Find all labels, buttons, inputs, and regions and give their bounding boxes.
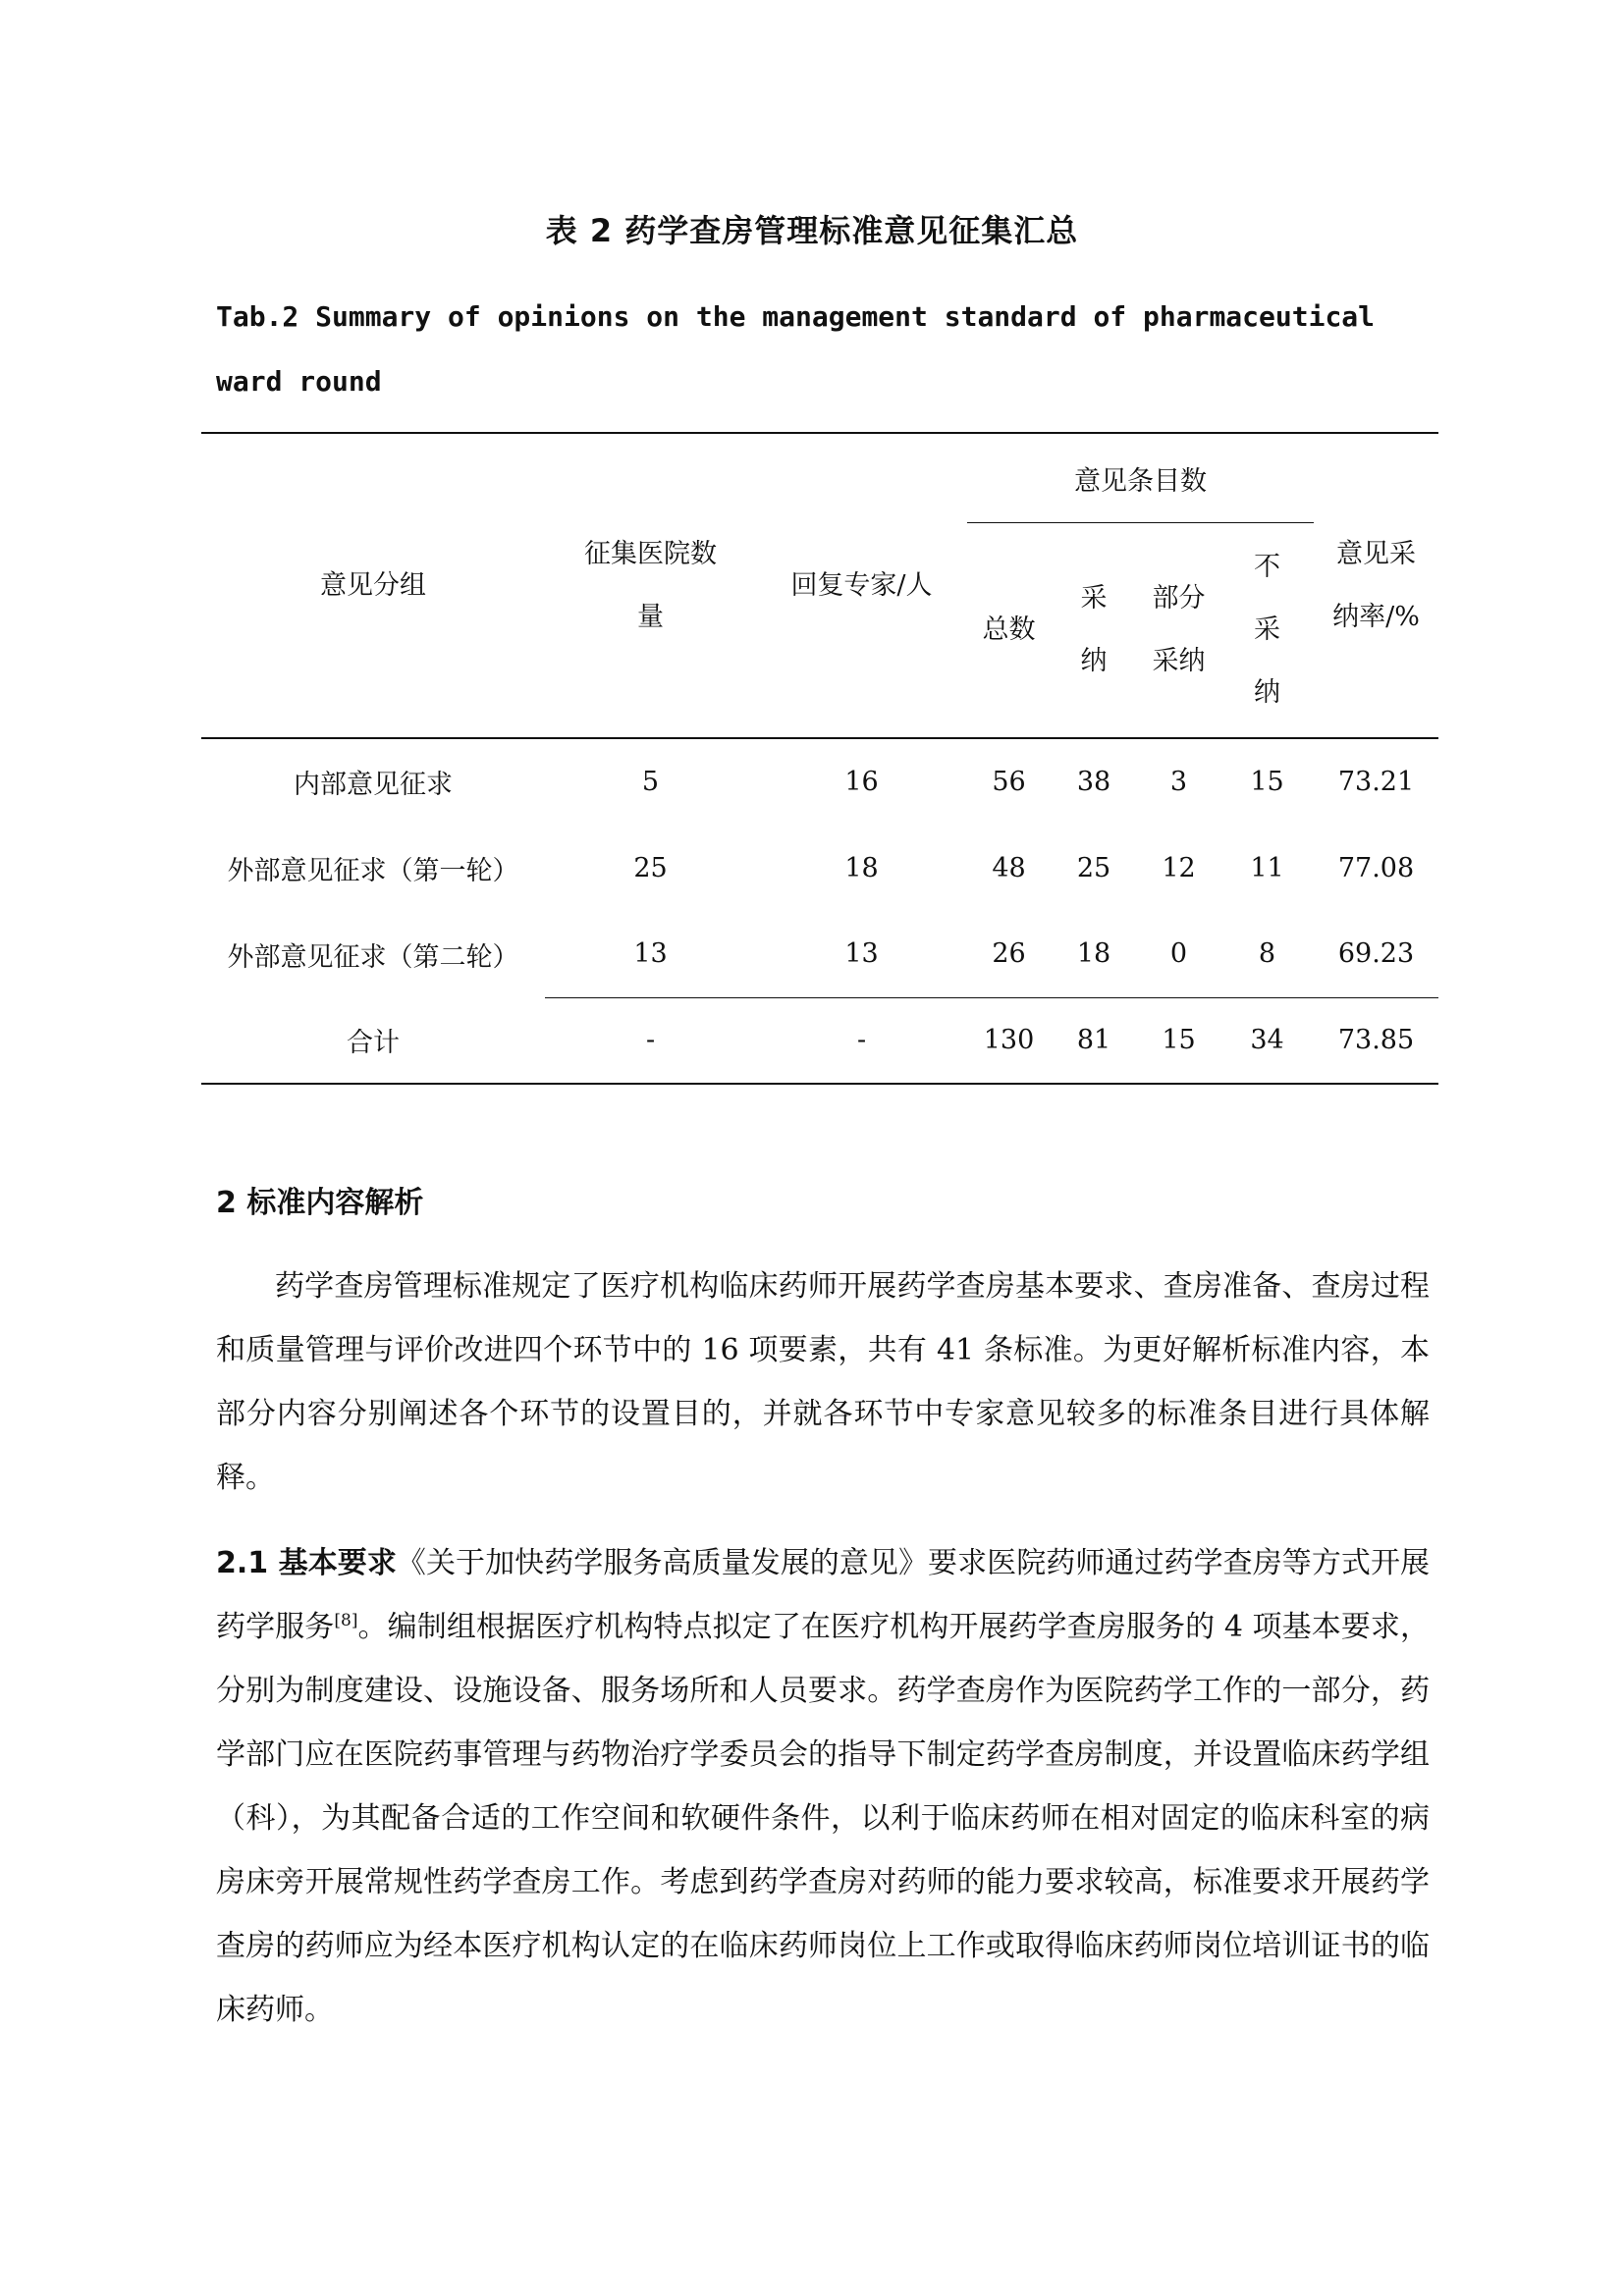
table-row: 内部意见征求 5 16 56 38 3 15 73.21 <box>294 767 1415 800</box>
table-row: 外部意见征求（第二轮） 13 13 26 18 0 8 69.23 <box>227 938 1415 973</box>
header-opinions: 意见条目数 <box>967 433 1314 523</box>
header-total: 总数 <box>967 523 1051 739</box>
table-title-en: Tab.2 Summary of opinions on the management standard of pharmaceutical ward round <box>216 300 1376 398</box>
citation-ref: [8] <box>334 1611 358 1630</box>
header-rejected: 不采纳 <box>1220 523 1314 739</box>
header-group: 意见分组 <box>201 433 545 738</box>
table-title-cn: 表 2 药学查房管理标准意见征集汇总 <box>545 212 1079 249</box>
header-rate: 意见采纳率/% <box>1314 433 1438 738</box>
header-partial: 部分采纳 <box>1137 523 1220 739</box>
body-paragraph: 药学查房管理标准规定了医疗机构临床药师开展药学查房基本要求、查房准备、查房过程和质量管理与评价改进四个环节中的 16 项要素，共有 41 条标准。为更好解析标准内容，本部分内容分别阐述各个环节的设置目的，并就各环节中专家意见较多的标准条目进行具体解释。 <box>216 1269 1430 1495</box>
body-paragraph-basic-requirements: 2.1 基本要求《关于加快药学服务高质量发展的意见》要求医院药师通过药学查房等方式开展药学服务[8]。编制组根据医疗机构特点拟定了在医疗机构开展药学查房服务的 4 项基本要求，分别为制度建设、设施设备、服务场所和人员要求。药学查房作为医院药学工作的一部分，药学部门应在医院药事管理与药物治疗学委员会的指导下制定药学查房制度，并设置临床药学组（科），为其配备合适的工作空间和软硬件条件，以利于临床药师在相对固定的临床科室的病房床旁开展常规性药学查房工作。考虑到药学查房对药师的能力要求较高，标准要求开展药学查房的药师应为经本医疗机构认定的在临床药师岗位上工作或取得临床药师岗位培训证书的临床药师。 <box>216 1546 1431 2027</box>
header-hospitals: 征集医院数量 <box>545 433 756 738</box>
opinion-summary-table <box>201 432 1438 1085</box>
table-total-row: 合计 - - 130 81 15 34 73.85 <box>201 997 1438 1084</box>
header-adopted: 采纳 <box>1051 523 1137 739</box>
sub-heading: 2.1 基本要求 <box>216 1546 397 1580</box>
table-row: 外部意见征求（第一轮） 25 18 48 25 12 11 77.08 <box>227 852 1415 886</box>
header-experts: 回复专家/人 <box>756 433 967 738</box>
section-heading: 2 标准内容解析 <box>216 1186 424 1220</box>
